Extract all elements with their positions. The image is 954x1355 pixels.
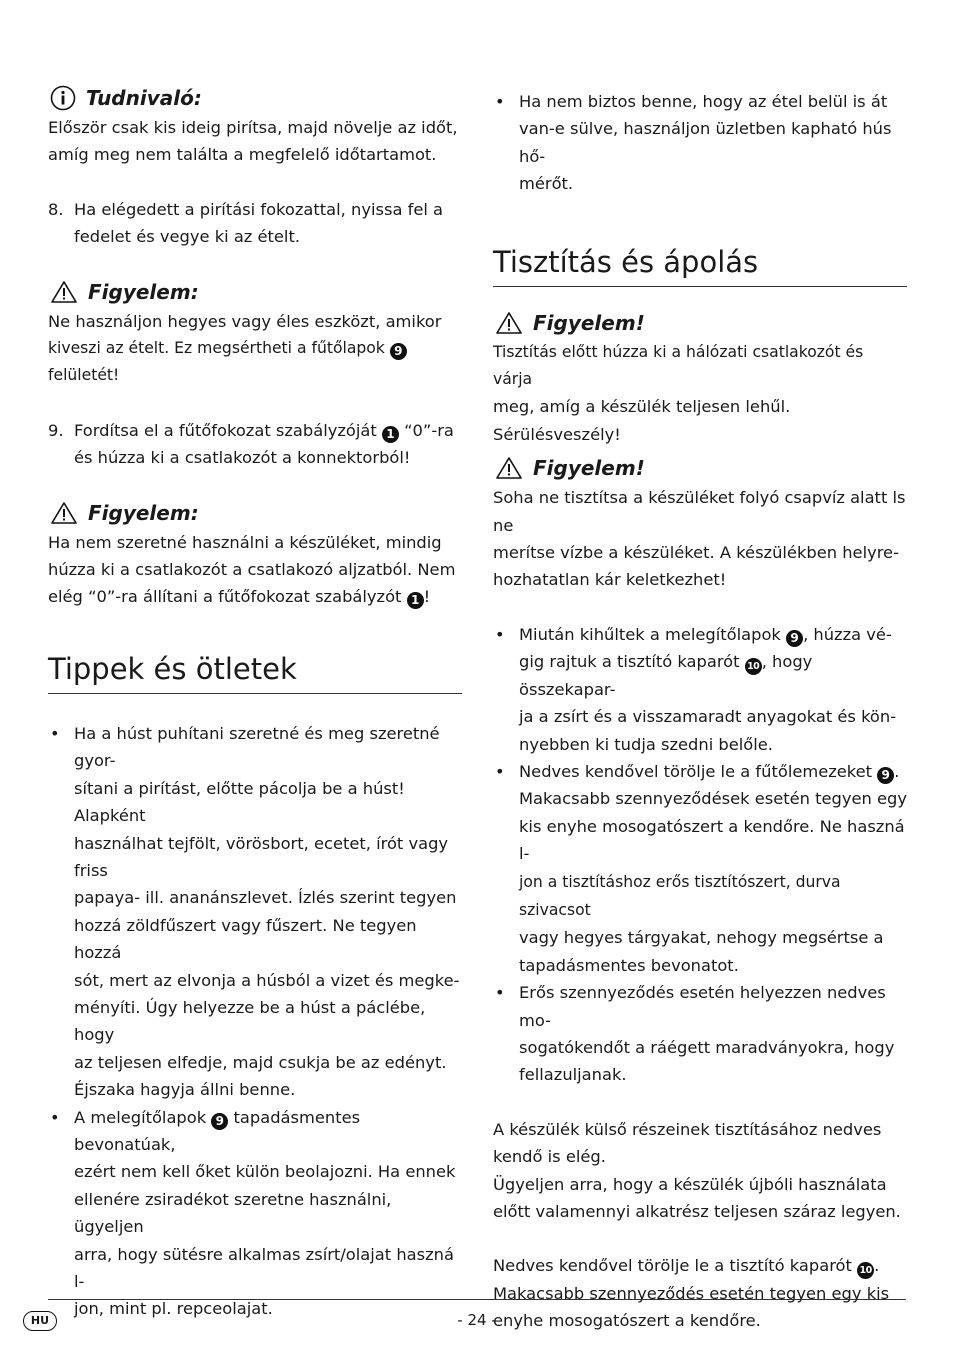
- tip-line: arra, hogy sütésre alkalmas zsírt/olajat haszná l-: [74, 1244, 454, 1291]
- tip-line: sítani a pirítást, előtte pácolja be a húst! Alapként: [74, 778, 405, 826]
- clean-line: kis enyhe mosogatószert a kendőre. Ne haszná l-: [519, 816, 905, 864]
- tip-line: használhat tejfölt, vörösbort, ecetet, írót vagy friss: [74, 833, 449, 880]
- bullet: •: [495, 92, 505, 111]
- tip-line: papaya- ill. ananánszlevet. Ízlés szerint tegyen: [74, 888, 457, 908]
- list-item: [493, 979, 907, 1089]
- info-note-heading: [50, 84, 462, 112]
- warning-line: meg, amíg a készülék teljesen lehűl. Sérülésveszély!: [493, 397, 791, 444]
- step-line: fedelet és vegye ki az ételt.: [74, 227, 301, 247]
- list-item: [493, 621, 907, 758]
- clean-line: Erős szennyeződés esetén helyezzen nedves mo-: [519, 983, 886, 1030]
- warning-heading: [495, 309, 907, 337]
- clean-line: sogatókendőt a ráégett maradványokra, hogy: [519, 1037, 895, 1057]
- tip-line: Éjszaka hagyja állni benne.: [74, 1080, 296, 1100]
- section-title-tips: Tippek és ötletek: [48, 651, 462, 694]
- tip-line: mérőt.: [519, 174, 574, 194]
- warning-title: Figyelem:: [88, 500, 199, 525]
- page-number: - 24 -: [457, 1311, 497, 1329]
- info-note-line: amíg meg nem találta a megfelelő időtartamot.: [48, 145, 437, 165]
- warning-text: elég “0”-ra állítani a fűtőfokozat szabályzót: [48, 587, 402, 607]
- paragraph-line: kendő is elég.: [493, 1147, 606, 1167]
- step-text: és húzza ki a csatlakozót a konnektorból!: [74, 448, 411, 468]
- tip-line: az teljesen elfedje, majd csukja be az edényt.: [74, 1052, 447, 1072]
- paragraph-text: .: [874, 1256, 880, 1276]
- tips-list: [48, 720, 462, 1323]
- list-item: [48, 1104, 462, 1323]
- warning-icon: [495, 456, 523, 480]
- ref-number: 9: [877, 767, 894, 784]
- warning-line: [48, 583, 462, 610]
- paragraph-line: Makacsabb szennyeződés esetén tegyen egy kis: [493, 1283, 890, 1303]
- ref-number: 1: [382, 426, 399, 443]
- warning-line: [48, 335, 462, 390]
- tip-line: ellenére zsiradékot szeretne használni, ügyeljen: [74, 1189, 392, 1237]
- info-note-line: Először csak kis ideig pirítsa, majd növelje az időt,: [48, 118, 458, 137]
- warning-text: felületét!: [48, 366, 120, 385]
- tip-line: jon, mint pl. repceolajat.: [74, 1299, 273, 1319]
- step-number: 9.: [48, 420, 64, 440]
- info-icon: [50, 85, 76, 111]
- clean-line: vagy hegyes tárgyakat, nehogy megsértse a: [519, 928, 884, 948]
- warning-line: húzza ki a csatlakozót a csatlakozó aljzatból. Nem: [48, 560, 456, 580]
- warning-heading: [50, 278, 462, 306]
- warning-icon: [50, 501, 78, 525]
- warning-line: Tisztítás előtt húzza ki a hálózati csatlakozót és várja: [493, 342, 864, 389]
- list-item: [493, 758, 907, 979]
- clean-line: Makacsabb szennyeződések esetén tegyen egy: [519, 789, 907, 809]
- paragraph-text: Nedves kendővel törölje le a tisztító kaparót: [493, 1256, 852, 1276]
- tip-text: A melegítőlapok: [74, 1107, 207, 1127]
- step-number: 8.: [48, 199, 64, 219]
- paragraph-line: előtt valamennyi alkatrész teljesen száraz legyen.: [493, 1202, 901, 1221]
- tip-line: van-e sülve, használjon üzletben kapható hús hő-: [519, 119, 892, 166]
- warning-line: Soha ne tisztítsa a készüléket folyó csapvíz alatt ls ne: [493, 488, 906, 535]
- warning-icon: [50, 280, 78, 304]
- paragraph-line: A készülék külső részeinek tisztításához nedves: [493, 1119, 882, 1139]
- clean-line: fellazuljanak.: [519, 1065, 627, 1085]
- warning-heading: [50, 499, 462, 527]
- step-8: [48, 196, 462, 251]
- tip-line: ményíti. Úgy helyezze be a húst a páclébe, hogy: [74, 997, 426, 1045]
- ref-number: 1: [407, 592, 424, 609]
- clean-line: jon a tisztításhoz erős tisztítószert, durva szivacsot: [519, 872, 841, 919]
- tip-line: Ha nem biztos benne, hogy az étel belül is át: [519, 92, 888, 111]
- info-note-title: Tudnivaló:: [86, 86, 202, 110]
- step-9: [48, 417, 462, 472]
- left-column: [48, 84, 462, 1323]
- right-column: [493, 88, 907, 1335]
- warning-title: Figyelem!: [533, 310, 645, 335]
- language-badge: HU: [23, 1311, 57, 1331]
- tip-text: tapadásmentes bevonatúak,: [74, 1107, 361, 1154]
- list-item: [48, 720, 462, 1104]
- cleaning-list: [493, 621, 907, 1089]
- warning-text: kiveszi az ételt. Ez megsértheti a fűtőlapok: [48, 339, 385, 358]
- tip-line: hozzá zöldfűszert vagy fűszert. Ne tegyen hozzá: [74, 915, 417, 963]
- tip-line: sót, mert az elvonja a húsból a vizet és megke-: [74, 970, 460, 990]
- ref-number: 9: [390, 343, 407, 360]
- bullet: •: [50, 1107, 60, 1127]
- clean-text: , húzza vé-: [803, 624, 892, 644]
- bullet: •: [495, 624, 505, 644]
- warning-line: merítse vízbe a készüléket. A készülékben helyre-: [493, 543, 899, 563]
- clean-text: Nedves kendővel törölje le a fűtőlemezeket: [519, 761, 873, 781]
- clean-line: ja a zsírt és a visszamaradt anyagokat és kön-: [519, 707, 897, 727]
- section-title-cleaning: Tisztítás és ápolás: [493, 244, 907, 287]
- warning-title: Figyelem!: [533, 456, 645, 481]
- list-item: [493, 88, 907, 198]
- step-line: Ha elégedett a pirítási fokozattal, nyissa fel a: [74, 199, 444, 219]
- paragraph-line: [493, 1252, 907, 1279]
- tip-line: Ha a húst puhítani szeretné és meg szeretné gyor-: [74, 723, 440, 771]
- step-text: Fordítsa el a fűtőfokozat szabályzóját: [74, 420, 377, 440]
- clean-line: tapadásmentes bevonatot.: [519, 955, 739, 975]
- bullet: •: [50, 723, 60, 743]
- paragraph-line: Ügyeljen arra, hogy a készülék újbóli használata: [493, 1174, 887, 1194]
- ref-number: 10: [857, 1262, 874, 1279]
- warning-heading: [495, 454, 907, 482]
- ref-number: 10: [745, 658, 762, 675]
- footer-divider: [48, 1299, 906, 1300]
- clean-text: Miután kihűltek a melegítőlapok: [519, 624, 781, 644]
- clean-line: nyebben ki tudja szedni belőle.: [519, 734, 773, 754]
- paragraph-line: enyhe mosogatószert a kendőre.: [493, 1311, 761, 1331]
- bullet: •: [495, 983, 505, 1003]
- warning-icon: [495, 311, 523, 335]
- tips-list-continued: [493, 88, 907, 198]
- warning-line: Ha nem szeretné használni a készüléket, mindig: [48, 532, 442, 552]
- step-text: “0”-ra: [404, 420, 454, 440]
- bullet: •: [495, 761, 505, 781]
- clean-text: .: [894, 761, 900, 781]
- clean-text: gig rajtuk a tisztító kaparót: [519, 652, 740, 672]
- clean-text: , hogy összekapar-: [519, 652, 813, 699]
- warning-title: Figyelem:: [88, 279, 199, 304]
- warning-line: hozhatatlan kár keletkezhet!: [493, 570, 727, 590]
- tip-line: ezért nem kell őket külön beolajozni. Ha ennek: [74, 1162, 456, 1182]
- ref-number: 9: [211, 1113, 228, 1130]
- warning-text: !: [423, 587, 431, 607]
- warning-line: Ne használjon hegyes vagy éles eszközt, amikor: [48, 311, 442, 331]
- ref-number: 9: [786, 630, 803, 647]
